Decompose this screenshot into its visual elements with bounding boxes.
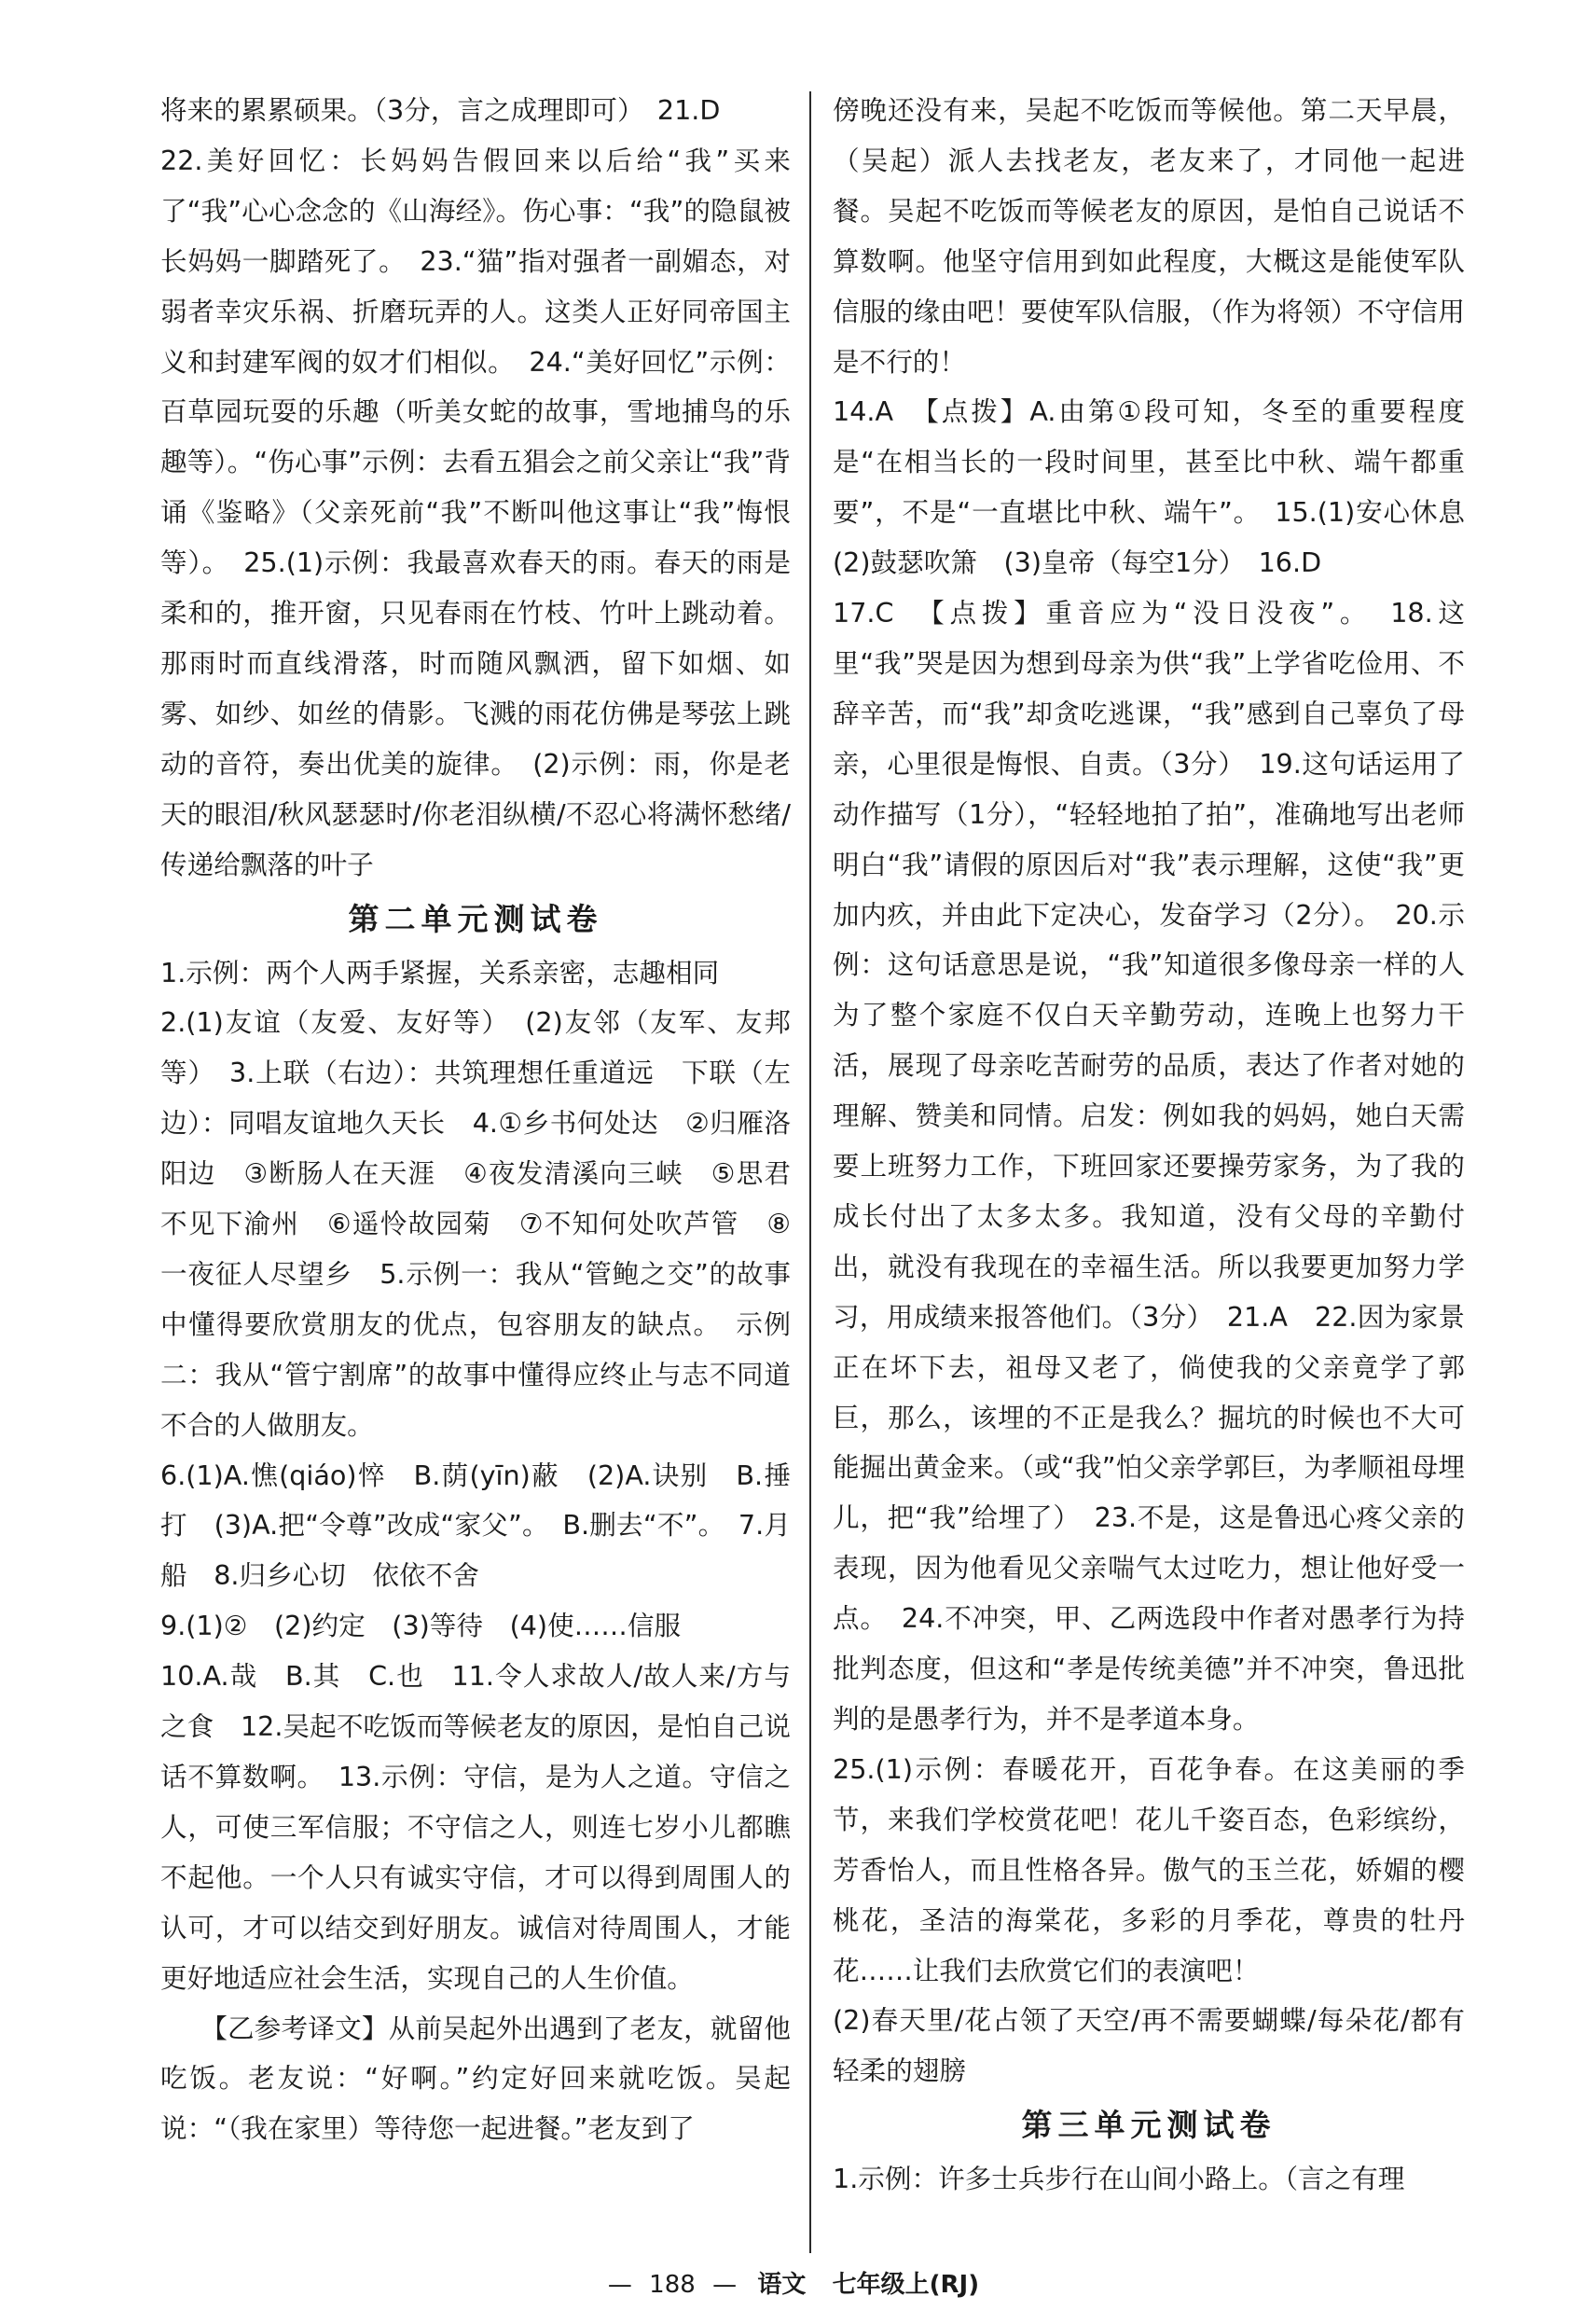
- page-footer: [0, 2266, 1587, 2303]
- answer-paragraph: 1.示例：许多士兵步行在山间小路上。（言之有理: [833, 2163, 1405, 2195]
- column-divider: [809, 91, 811, 2253]
- left-column: [160, 86, 818, 2154]
- right-column: [833, 86, 1492, 2205]
- section-title: 第三单元测试卷: [1021, 2107, 1276, 2144]
- answer-paragraph: 1.示例：两个人两手紧握，关系亲密，志趣相同: [160, 956, 720, 989]
- footer-subject: 语文: [757, 2271, 807, 2299]
- footer-dash-right: —: [712, 2271, 738, 2299]
- answer-paragraph: 22.美好回忆：长妈妈告假回来以后给“我”买来了“我”心心念念的《山海经》。伤心事：“我”的隐鼠被长妈妈一脚踏死了。 23.“猫”指对强者一副媚态，对弱者幸灾乐祸、折磨玩弄的人。这类人正好同帝国主义和封建军阀的奴才们相似。 24.“美好回忆”示例：百草园玩耍的乐趣（听美女蛇的故事，雪地捕鸟的乐趣等）。“伤心事”示例：去看五猖会之前父亲让“我”背诵《鉴略》（父亲死前“我”不断叫他这事让“我”悔恨等）。 25.(1)示例：我最喜欢春天的雨。春天的雨是柔和的，推开窗，只见春雨在竹枝、竹叶上跳动着。那雨时而直线滑落，时而随风飘洒，留下如烟、如雾、如纱、如丝的倩影。飞溅的雨花仿佛是琴弦上跳动的音符，奏出优美的旋律。 (2)示例：雨，你是老天的眼泪/秋风瑟瑟时/你老泪纵横/不忍心将满怀愁绪/传递给飘落的叶子: [160, 144, 791, 880]
- answer-paragraph: 6.(1)A.憔(qiáo)悴 B.荫(yīn)蔽 (2)A.诀别 B.捶打 (3)A.把“令尊”改成“家父”。 B.删去“不”。 7.月 船 8.归乡心切 依依不舍: [160, 1459, 818, 1592]
- answer-paragraph: 傍晚还没有来，吴起不吃饭而等候他。第二天早晨，（吴起）派人去找老友，老友来了，才同他一起进餐。吴起不吃饭而等候老友的原因，是怕自己说话不算数啊。他坚守信用到如此程度，大概这是能使军队信服的缘由吧！要使军队信服，（作为将领）不守信用是不行的！: [833, 94, 1465, 378]
- answer-paragraph: 10.A.哉 B.其 C.也 11.令人求故人/故人来/方与之食 12.吴起不吃饭而等候老友的原因，是怕自己说话不算数啊。 13.示例：守信，是为人之道。守信之人，可使三军信服；不守信之人，则连七岁小儿都瞧不起他。一个人只有诚实守信，才可以得到周围人的认可，才可以结交到好朋友。诚信对待周围人，才能更好地适应社会生活，实现自己的人生价值。: [160, 1660, 791, 1994]
- answer-paragraph: (2)春天里/花占领了天空/再不需要蝴蝶/每朵花/都有轻柔的翅膀: [833, 2004, 1465, 2087]
- footer-grade: 七年级上(RJ): [832, 2271, 980, 2299]
- page-number: 188: [649, 2271, 696, 2299]
- answer-paragraph: 9.(1)② (2)约定 (3)等待 (4)使……信服: [160, 1610, 682, 1642]
- answer-paragraph: 2.(1)友谊（友爱、友好等） (2)友邻（友军、友邦等） 3.上联（右边）：共筑理想任重道远 下联（左边）：同唱友谊地久天长 4.①乡书何处达 ②归雁洛阳边 ③断肠人在天涯 ④夜发清溪向三峡 ⑤思君不见下渝州 ⑥遥怜故园菊 ⑦不知何处吹芦管 ⑧一夜征人尽望乡 5.示例一：我从“管鲍之交”的故事中懂得要欣赏朋友的优点，包容朋友的缺点。 示例二：我从“管宁割席”的故事中懂得应终止与志不同道不合的人做朋友。: [160, 1006, 791, 1441]
- answer-paragraph: 25.(1)示例：春暖花开，百花争春。在这美丽的季节，来我们学校赏花吧！花儿千姿百态，色彩缤纷，芳香怡人，而且性格各异。傲气的玉兰花，娇媚的樱桃花，圣洁的海棠花，多彩的月季花，尊贵的牡丹花……让我们去欣赏它们的表演吧！: [833, 1752, 1465, 1986]
- answer-paragraph: 【乙参考译文】从前吴起外出遇到了老友，就留他吃饭。老友说：“好啊。”约定好回来就吃饭。吴起说：“（我在家里）等待您一起进餐。”老友到了: [160, 2012, 791, 2145]
- answer-paragraph: 17.C 【点拨】重音应为“没日没夜”。 18.这里“我”哭是因为想到母亲为供“我”上学省吃俭用、不辞辛苦，而“我”却贪吃逃课，“我”感到自己辜负了母亲，心里很是悔恨、自责。（3分） 19.这句话运用了动作描写（1分），“轻轻地拍了拍”，准确地写出老师明白“我”请假的原因后对“我”表示理解，这使“我”更加内疚，并由此下定决心，发奋学习（2分）。 20.示例：这句话意思是说，“我”知道很多像母亲一样的人为了整个家庭不仅白天辛勤劳动，连晚上也努力干活，展现了母亲吃苦耐劳的品质，表达了作者对她的理解、赞美和同情。启发：例如我的妈妈，她白天需要上班努力工作，下班回家还要操劳家务，为了我的成长付出了太多太多。我知道，没有父母的辛勤付出，就没有我现在的幸福生活。所以我要更加努力学习，用成绩来报答他们。（3分） 21.A 22.因为家景正在坏下去，祖母又老了，倘使我的父亲竟学了郭巨，那么，该埋的不正是我么？掘坑的时候也不大可能掘出黄金来。（或“我”怕父亲学郭巨，为孝顺祖母埋儿，把“我”给埋了） 23.不是，这是鲁迅心疼父亲的表现，因为他看见父亲喘气太过吃力，想让他好受一点。 24.不冲突，甲、乙两选段中作者对愚孝行为持批判态度，但这和“孝是传统美德”并不冲突，鲁迅批判的是愚孝行为，并不是孝道本身。: [833, 597, 1465, 1735]
- footer-dash-left: —: [607, 2271, 632, 2299]
- answer-paragraph: 将来的累累硕果。（3分，言之成理即可） 21.D: [160, 94, 721, 126]
- section-title: 第二单元测试卷: [348, 900, 603, 937]
- answer-paragraph: 14.A 【点拨】A.由第①段可知，冬至的重要程度是“在相当长的一段时间里，甚至比中秋、端午都重要”，不是“一直堪比中秋、端午”。 15.(1)安心休息 (2)鼓瑟吹箫 (3)皇帝（每空1分） 16.D: [833, 395, 1492, 579]
